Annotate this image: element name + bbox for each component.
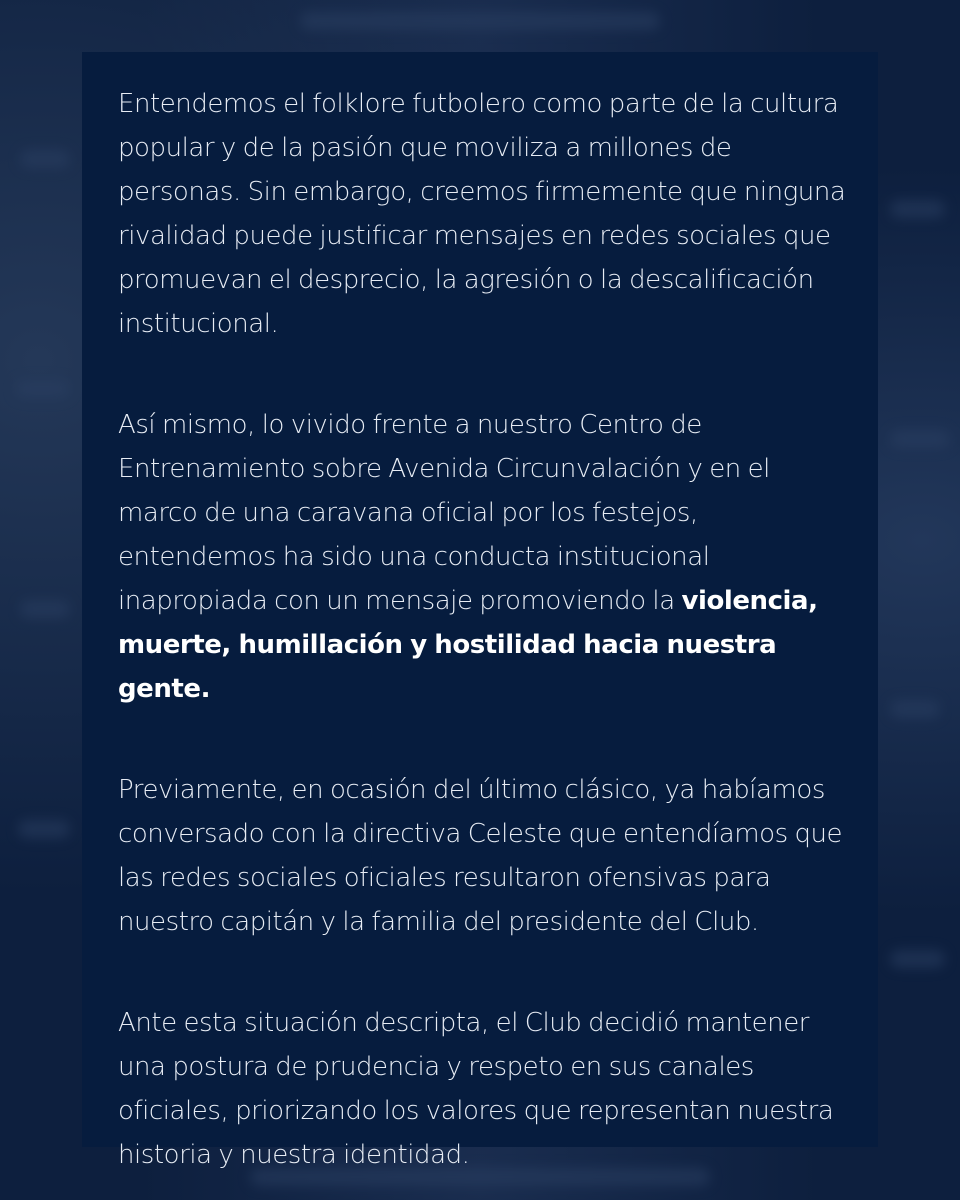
blurred-text-line (890, 200, 945, 218)
statement-paragraph-1 (118, 82, 848, 346)
blurred-text-line (300, 12, 660, 30)
statement-paragraph-4 (118, 1001, 848, 1177)
paragraph-text: Previamente, en ocasión del último clásico, ya habíamos conversado con la directiva Celeste que entendíamos que las redes sociales oficiales resultaron ofensivas para nuestro capitán y la familia del presidente del Club. (118, 775, 843, 937)
paragraph-emphasis: violencia, muerte, humillación y hostilidad hacia nuestra gente. (118, 586, 818, 704)
blurred-text-line (890, 430, 950, 448)
blurred-text-line (890, 700, 940, 718)
blurred-text-line (890, 950, 945, 968)
blurred-text-line (18, 820, 70, 838)
paragraph-text: Ante esta situación descripta, el Club decidió mantener una postura de prudencia y respeto en sus canales oficiales, priorizando los valores que representan nuestra historia y nuestra identidad. (118, 1008, 834, 1170)
paragraph-text: Así mismo, lo vivido frente a nuestro Centro de Entrenamiento sobre Avenida Circunvalación y en el marco de una caravana oficial por los festejos, entendemos ha sido una conducta institucional inapropiada con un mensaje promoviendo la (118, 410, 770, 616)
blurred-text-line (20, 150, 70, 168)
statement-paragraph-3 (118, 768, 848, 944)
blurred-text-line (15, 380, 70, 398)
statement-paragraph-2 (118, 403, 848, 711)
statement-card (82, 52, 878, 1170)
paragraph-text: Entendemos el folklore futbolero como parte de la cultura popular y de la pasión que moviliza a millones de personas. Sin embargo, creemos firmemente que ninguna rivalidad puede justificar mensajes en redes sociales que promuevan el desprecio, la agresión o la descalificación institucional. (118, 89, 846, 339)
blurred-text-line (20, 600, 70, 618)
